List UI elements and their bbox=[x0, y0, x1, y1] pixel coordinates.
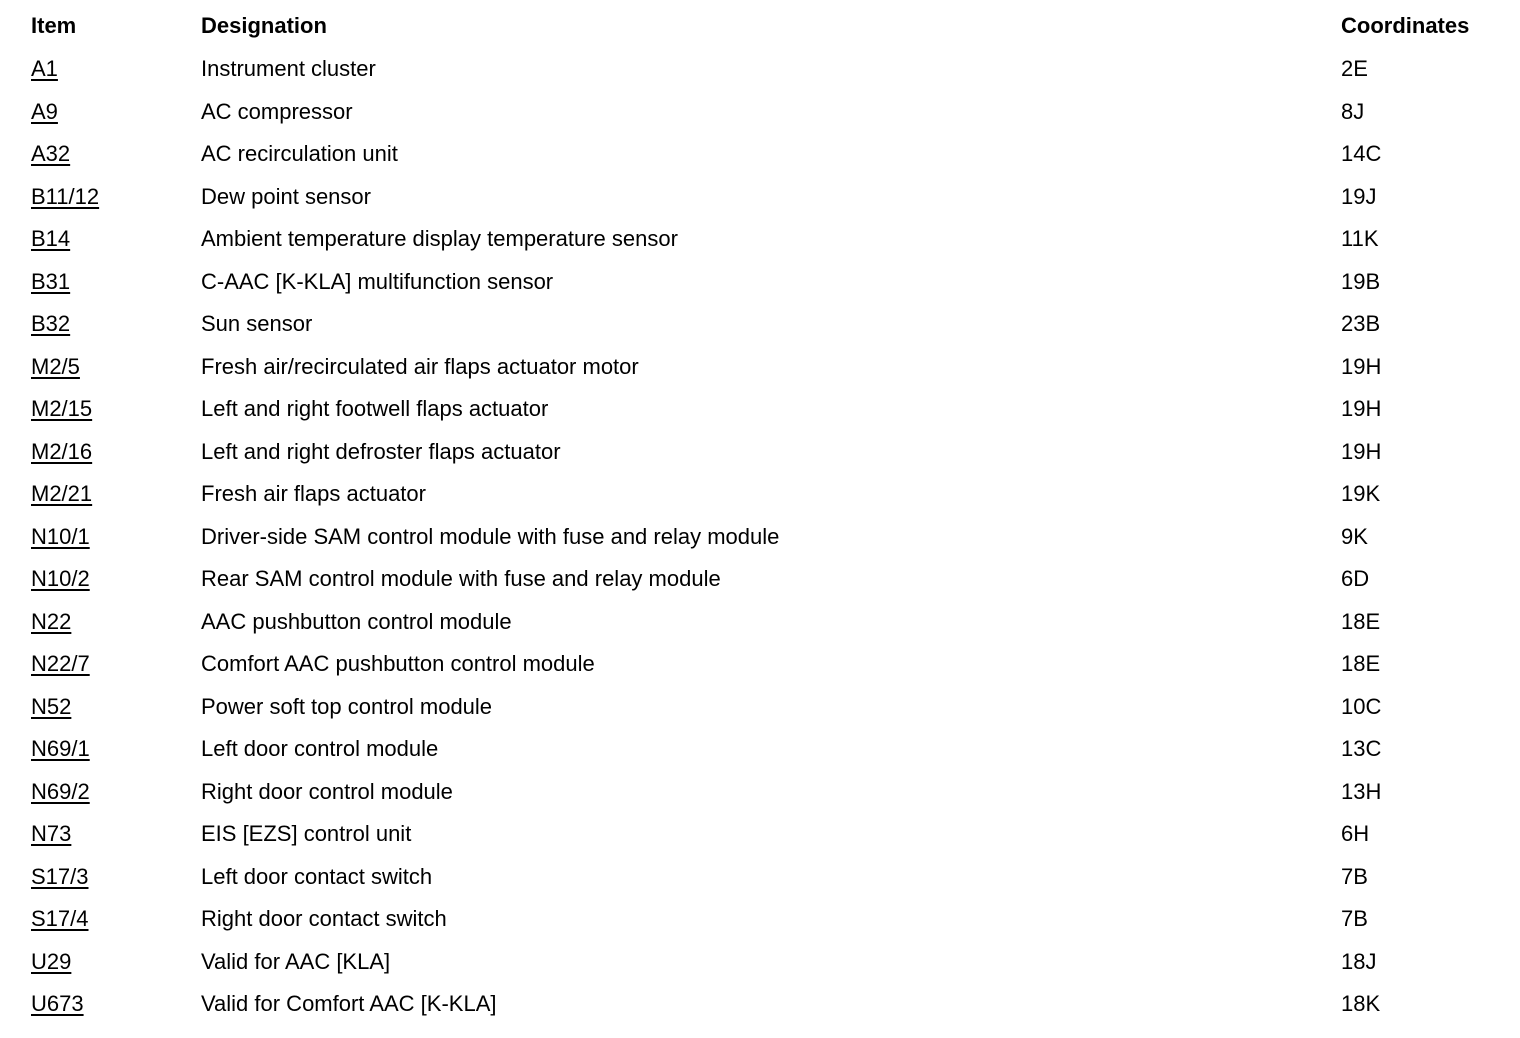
coordinates-cell: 10C bbox=[1341, 693, 1382, 719]
designation-cell: Left and right defroster flaps actuator bbox=[201, 438, 561, 464]
item-link[interactable]: N22/7 bbox=[31, 651, 90, 676]
item-link[interactable]: N10/2 bbox=[31, 566, 90, 591]
designation-cell: EIS [EZS] control unit bbox=[201, 821, 412, 846]
coordinates-cell: 19H bbox=[1341, 396, 1382, 421]
designation-cell: Fresh air flaps actuator bbox=[201, 481, 426, 506]
item-link[interactable]: N69/1 bbox=[31, 736, 90, 761]
designation-cell: Dew point sensor bbox=[201, 183, 371, 209]
item-link[interactable]: N10/1 bbox=[31, 523, 90, 549]
designation-cell: Comfort AAC pushbutton control module bbox=[201, 651, 595, 676]
coordinates-cell: 9K bbox=[1341, 523, 1368, 549]
designation-cell: Ambient temperature display temperature sensor bbox=[201, 226, 678, 251]
item-link[interactable]: A32 bbox=[31, 141, 71, 166]
item-link[interactable]: B11/12 bbox=[31, 183, 100, 209]
item-link[interactable]: B14 bbox=[31, 226, 71, 251]
item-link[interactable]: B32 bbox=[31, 311, 71, 336]
designation-cell: Right door contact switch bbox=[201, 906, 447, 931]
designation-cell: Valid for Comfort AAC [K-KLA] bbox=[201, 991, 497, 1016]
table-row bbox=[0, 309, 1520, 339]
item-link[interactable]: A1 bbox=[31, 56, 58, 81]
table-row bbox=[0, 522, 1520, 552]
item-link[interactable]: U673 bbox=[31, 991, 84, 1016]
coordinates-cell: 19H bbox=[1341, 353, 1382, 379]
coordinates-cell: 23B bbox=[1341, 311, 1381, 336]
coordinates-cell: 18J bbox=[1341, 948, 1377, 974]
item-link[interactable]: U29 bbox=[31, 948, 72, 974]
coordinates-cell: 7B bbox=[1341, 906, 1368, 931]
table-row bbox=[0, 479, 1520, 509]
table-row bbox=[0, 97, 1520, 127]
designation-cell: AAC pushbutton control module bbox=[201, 608, 512, 634]
table-row bbox=[0, 947, 1520, 977]
table-row bbox=[0, 267, 1520, 297]
table-row bbox=[0, 607, 1520, 637]
coordinates-cell: 11K bbox=[1341, 226, 1379, 251]
item-link[interactable]: S17/4 bbox=[31, 906, 89, 931]
table-row bbox=[0, 139, 1520, 169]
designation-cell: Fresh air/recirculated air flaps actuator motor bbox=[201, 353, 639, 379]
designation-cell: AC recirculation unit bbox=[201, 141, 398, 166]
header-item: Item bbox=[31, 13, 77, 38]
coordinates-cell: 6H bbox=[1341, 821, 1370, 846]
table-row bbox=[0, 224, 1520, 254]
designation-cell: Valid for AAC [KLA] bbox=[201, 948, 391, 974]
table-row bbox=[0, 904, 1520, 934]
item-link[interactable]: N22 bbox=[31, 608, 72, 634]
table-row bbox=[0, 989, 1520, 1019]
table-row bbox=[0, 564, 1520, 594]
coordinates-cell: 19J bbox=[1341, 183, 1377, 209]
table-row bbox=[0, 777, 1520, 807]
table-row bbox=[0, 819, 1520, 849]
coordinates-cell: 2E bbox=[1341, 56, 1368, 81]
coordinates-cell: 7B bbox=[1341, 863, 1368, 889]
designation-cell: C-AAC [K-KLA] multifunction sensor bbox=[201, 268, 554, 294]
designation-cell: Sun sensor bbox=[201, 311, 313, 336]
designation-cell: AC compressor bbox=[201, 98, 353, 124]
item-link[interactable]: M2/5 bbox=[31, 353, 80, 379]
item-link[interactable]: N73 bbox=[31, 821, 72, 846]
designation-cell: Right door control module bbox=[201, 778, 453, 804]
designation-cell: Power soft top control module bbox=[201, 693, 493, 719]
coordinates-cell: 18K bbox=[1341, 991, 1381, 1016]
coordinates-cell: 14C bbox=[1341, 141, 1382, 166]
table-row bbox=[0, 394, 1520, 424]
header-designation: Designation bbox=[201, 13, 327, 38]
coordinates-cell: 8J bbox=[1341, 98, 1365, 124]
table-row bbox=[0, 54, 1520, 84]
item-link[interactable]: A9 bbox=[31, 98, 58, 124]
table-row bbox=[0, 649, 1520, 679]
designation-cell: Instrument cluster bbox=[201, 56, 376, 81]
table-row bbox=[0, 437, 1520, 467]
coordinates-cell: 18E bbox=[1341, 608, 1381, 634]
designation-cell: Left and right footwell flaps actuator bbox=[201, 396, 549, 421]
table-row bbox=[0, 352, 1520, 382]
table-header-row bbox=[0, 11, 1520, 41]
table-row bbox=[0, 862, 1520, 892]
item-link[interactable]: M2/21 bbox=[31, 481, 93, 506]
item-link[interactable]: M2/16 bbox=[31, 438, 93, 464]
coordinates-cell: 13C bbox=[1341, 736, 1382, 761]
item-link[interactable]: B31 bbox=[31, 268, 71, 294]
designation-cell: Driver-side SAM control module with fuse and relay module bbox=[201, 523, 780, 549]
item-link[interactable]: N52 bbox=[31, 693, 72, 719]
designation-cell: Left door control module bbox=[201, 736, 439, 761]
table-row bbox=[0, 182, 1520, 212]
table-row bbox=[0, 692, 1520, 722]
coordinates-cell: 19K bbox=[1341, 481, 1381, 506]
item-link[interactable]: S17/3 bbox=[31, 863, 89, 889]
coordinates-cell: 18E bbox=[1341, 651, 1381, 676]
item-link[interactable]: N69/2 bbox=[31, 778, 90, 804]
item-link[interactable]: M2/15 bbox=[31, 396, 93, 421]
designation-cell: Rear SAM control module with fuse and relay module bbox=[201, 566, 721, 591]
coordinates-cell: 19H bbox=[1341, 438, 1382, 464]
table-row bbox=[0, 734, 1520, 764]
coordinates-cell: 6D bbox=[1341, 566, 1370, 591]
designation-cell: Left door contact switch bbox=[201, 863, 433, 889]
header-coordinates: Coordinates bbox=[1341, 13, 1470, 38]
coordinates-cell: 13H bbox=[1341, 778, 1382, 804]
coordinates-cell: 19B bbox=[1341, 268, 1381, 294]
